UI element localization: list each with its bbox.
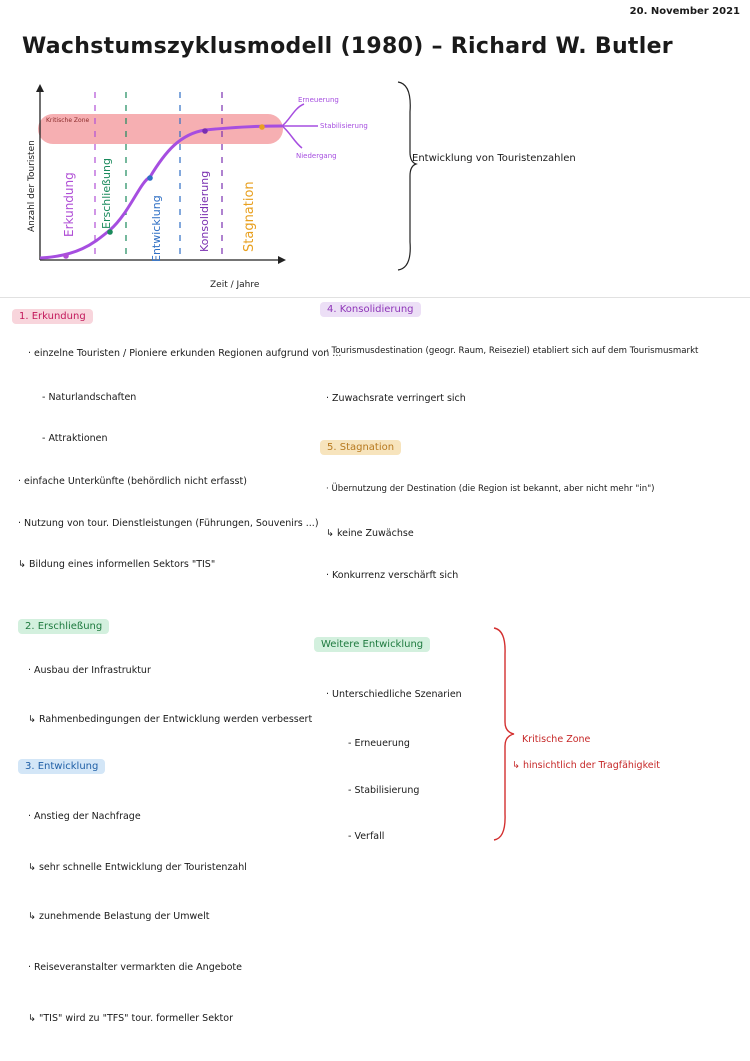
x-axis-arrow <box>278 256 286 264</box>
list-item: - Naturlandschaften <box>42 392 137 403</box>
phase-label-stagnation: Stagnation <box>242 181 257 252</box>
list-item: · Ausbau der Infrastruktur <box>28 665 151 676</box>
list-item: - Attraktionen <box>42 433 108 444</box>
list-item: · Reiseveranstalter vermarkten die Angebote <box>28 962 242 973</box>
phase-label-entwicklung: Entwicklung <box>150 195 163 262</box>
red-note-critical-zone: Kritische Zone <box>522 734 591 745</box>
brace-label: Entwicklung von Touristenzahlen <box>412 153 576 164</box>
curve-point <box>107 229 113 235</box>
y-axis-label: Anzahl der Touristen <box>27 140 37 232</box>
red-note-capacity: ↳ hinsichtlich der Tragfähigkeit <box>512 760 660 771</box>
date: 20. November 2021 <box>629 6 740 17</box>
list-item: · Nutzung von tour. Dienstleistungen (Führungen, Souvenirs ...) <box>18 518 319 529</box>
page-title: Wachstumszyklusmodell (1980) – Richard W. Butler <box>22 34 673 59</box>
curve-point <box>63 253 69 259</box>
list-item: · Übernutzung der Destination (die Region ist bekannt, aber nicht mehr "in") <box>326 484 655 494</box>
branch-renewal <box>282 104 304 126</box>
list-item: ↳ keine Zuwächse <box>326 528 414 539</box>
list-item: - Verfall <box>348 831 385 842</box>
branch-label-renewal: Erneuerung <box>298 96 339 104</box>
critical-zone-label: Kritische Zone <box>46 117 90 124</box>
list-item: · Konkurrenz verschärft sich <box>326 570 459 581</box>
curve-point <box>259 124 265 130</box>
section-head-erkundung: 1. Erkundung <box>12 309 93 324</box>
phase-label-konsolidierung: Konsolidierung <box>198 170 211 252</box>
branch-decline <box>282 126 302 148</box>
list-item: · einzelne Touristen / Pioniere erkunden Regionen aufgrund von ... <box>28 348 342 359</box>
butler-chart <box>0 72 420 297</box>
phase-label-erkundung: Erkundung <box>62 172 76 237</box>
list-item: ↳ sehr schnelle Entwicklung der Touristenzahl <box>28 862 247 873</box>
curve-point <box>202 128 208 134</box>
list-item: · Zuwachsrate verringert sich <box>326 393 466 404</box>
section-head-stagnation: 5. Stagnation <box>320 440 401 455</box>
list-item: ↳ zunehmende Belastung der Umwelt <box>28 911 210 922</box>
red-curly-brace <box>490 624 520 844</box>
x-axis-label: Zeit / Jahre <box>210 280 260 290</box>
list-item: · Anstieg der Nachfrage <box>28 811 141 822</box>
y-axis-arrow <box>36 84 44 92</box>
list-item: ↳ "TIS" wird zu "TFS" tour. formeller Sektor <box>28 1013 233 1024</box>
list-item: ↳ Bildung eines informellen Sektors "TIS" <box>18 559 216 570</box>
curly-brace <box>398 82 416 270</box>
section-head-entwicklung: 3. Entwicklung <box>18 759 105 774</box>
list-item: - Erneuerung <box>348 738 410 749</box>
branch-label-decline: Niedergang <box>296 152 337 160</box>
section-head-erschliessung: 2. Erschließung <box>18 619 109 634</box>
divider <box>0 297 750 298</box>
curve-point <box>147 175 153 181</box>
branch-label-stabilisation: Stabilisierung <box>320 122 368 130</box>
list-item: - Stabilisierung <box>348 785 420 796</box>
list-item: · Tourismusdestination (geogr. Raum, Reiseziel) etabliert sich auf dem Tourismusmarkt <box>326 346 699 356</box>
section-head-weitere-entwicklung: Weitere Entwicklung <box>314 637 430 652</box>
list-item: · einfache Unterkünfte (behördlich nicht erfasst) <box>18 476 247 487</box>
list-item: · Unterschiedliche Szenarien <box>326 689 462 700</box>
phase-label-erschliessung: Erschließung <box>100 158 113 229</box>
section-head-konsolidierung: 4. Konsolidierung <box>320 302 421 317</box>
list-item: ↳ Rahmenbedingungen der Entwicklung werden verbessert <box>28 714 313 725</box>
